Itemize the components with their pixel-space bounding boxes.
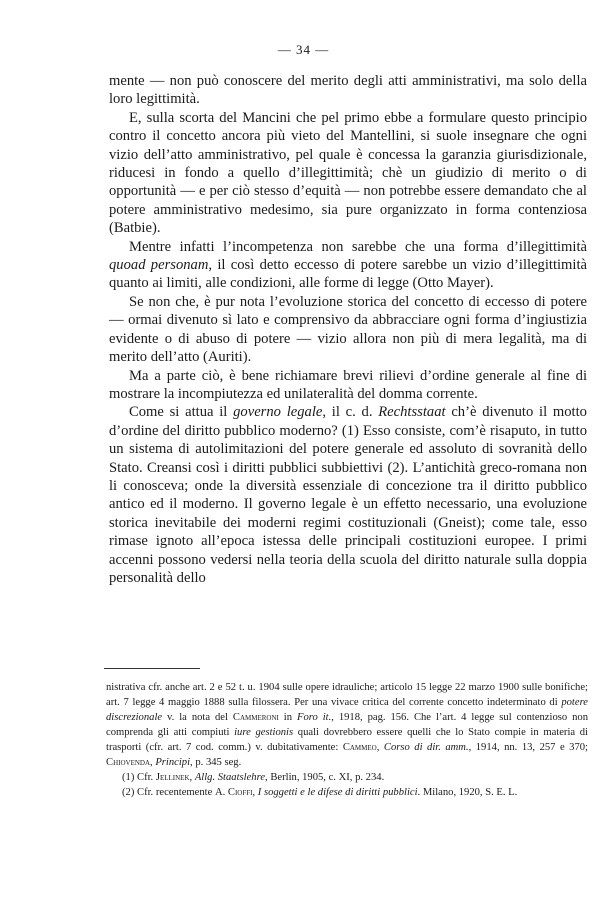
paragraph-continuation [109, 72, 587, 109]
footnote-2 [106, 785, 588, 800]
italic-text: Corso di dir. amm. [383, 742, 469, 753]
author-name: Cammeo [342, 742, 377, 753]
footnote-1 [106, 770, 588, 785]
text-run: , [252, 787, 258, 798]
page-number: — 34 — [277, 42, 330, 57]
paragraph-mancini [109, 109, 587, 238]
text-run: , 1918, pag. 156. Che l’art. 4 legge sul contenzioso non comprenda gli atti compiuti [106, 712, 588, 738]
text-run: , 1914, nn. 13, 257 e 370; [468, 742, 588, 753]
text-run: v. la nota del [162, 712, 233, 723]
text-run: E, sulla scorta del Mancini che pel primo ebbe a formulare questo principio contro il concetto ancora più vieto del Mantellini, si suole insegnare che ogni vizio dell’atto amministrativo, pel quale è concessa la garanzia giurisdizionale, riducesi in fondo a quello d’illegittimità; chè un giudizio di merito o di opportunità — e per ciò stesso d’equità — non potrebbe essere demandato che al potere amministrativo medesimo, sia pure organizzato in forma contenziosa (Batbie). [109, 109, 587, 237]
italic-text: quoad personam [109, 257, 209, 274]
text-run: . Milano, 1920, S. E. L. [417, 787, 518, 798]
author-name: Jellinek [155, 772, 190, 783]
text-run: in [278, 712, 297, 723]
text-run: Ma a parte ciò, è bene richiamare brevi rilievi d’ordine generale al fine di mostrare la incompiutezza ed unilateralità del domma corrente. [109, 367, 587, 402]
text-run: , p. 345 seg. [190, 757, 242, 768]
italic-text: Allg. Staatslehre [194, 772, 266, 783]
text-run: , Berlin, 1905, c. XI, p. 234. [265, 772, 385, 783]
text-run: , [376, 742, 384, 753]
text-run: , il così detto eccesso di potere sarebbe un vizio d’illegittimità quanto ai limiti, alle condizioni, alle forme di legge (Otto Mayer). [109, 257, 587, 292]
author-name: Cammeroni [232, 712, 279, 723]
text-run: ch’è divenuto il motto d’ordine del diritto pubblico moderno? (1) Esso consiste, com’è risaputo, in tutto un sistema di autolimitazioni del potere generale ed assoluto di sovranità dello Stato. Creansi così i diritti pubblici subbiettivi (2). L’antichità greco-romana non li conosceva; onde la diversità essenziale di concezione tra il diritto pubblico antico ed il moderno. Il governo legale è un effetto necessario, una evoluzione storica inevitabile dei moderni regimi costituzionali (Gneist); come tale, esso rimase ignoto all’epoca istessa delle principali costituzioni europee. I primi accenni possono vedersi nella teoria della scuola del diritto naturale sulla doppia personalità dello [109, 404, 587, 586]
author-name: A. Cioffi [214, 787, 253, 798]
text-run: nistrativa cfr. anche art. 2 e 52 t. u. 1904 sulle opere idrauliche; articolo 15 legge 22 marzo 1900 sulle bonifiche; art. 7 legge 4 maggio 1888 sulla filossera. Per una vivace critica del corrente concetto indeterminato di [106, 682, 588, 708]
paragraph-governo-legale [109, 403, 587, 587]
italic-text: I soggetti e le difese di diritti pubblici [257, 787, 418, 798]
text-run: (1) Cfr. [122, 772, 156, 783]
footnote-separator [104, 668, 200, 669]
text-run: , il c. d. [322, 404, 379, 421]
footnote-continuation [106, 680, 588, 770]
italic-text: potere discrezionale [106, 697, 588, 723]
italic-text: governo legale [233, 404, 323, 421]
text-run: Mentre infatti l’incompetenza non sarebbe che una forma d’illegittimità [129, 238, 587, 255]
footnotes [106, 680, 588, 800]
italic-text: Principi [155, 757, 191, 768]
paragraph-rilievi [109, 367, 587, 404]
italic-text: iure gestionis [234, 727, 294, 738]
text-run: , [150, 757, 156, 768]
text-run: Come si attua il [129, 404, 234, 421]
text-run: , [189, 772, 195, 783]
text-run: (2) Cfr. recentemente [122, 787, 215, 798]
italic-text: Foro it. [296, 712, 332, 723]
text-run: Se non che, è pur nota l’evoluzione storica del concetto di eccesso di potere — ormai divenuto sì lato e comprensivo da abbracciare ogni forma d’ingiustizia evidente o di abuso di potere — vizio allora non più di mera legalità, ma di merito dell’atto (Auriti). [109, 293, 587, 366]
text-run: quali dovrebbero essere quelli che lo Stato compie in materia di trasporti (cfr. art. 7 cod. comm.) v. dubitativamente: [106, 727, 588, 753]
paragraph-incompetenza [109, 238, 587, 293]
italic-text: Rechtsstaat [378, 404, 446, 421]
author-name: Chiovenda [106, 757, 151, 768]
main-text [109, 72, 587, 587]
text-run: mente — non può conoscere del merito degli atti amministrativi, ma solo della loro legittimità. [109, 73, 587, 108]
paragraph-evoluzione [109, 293, 587, 367]
